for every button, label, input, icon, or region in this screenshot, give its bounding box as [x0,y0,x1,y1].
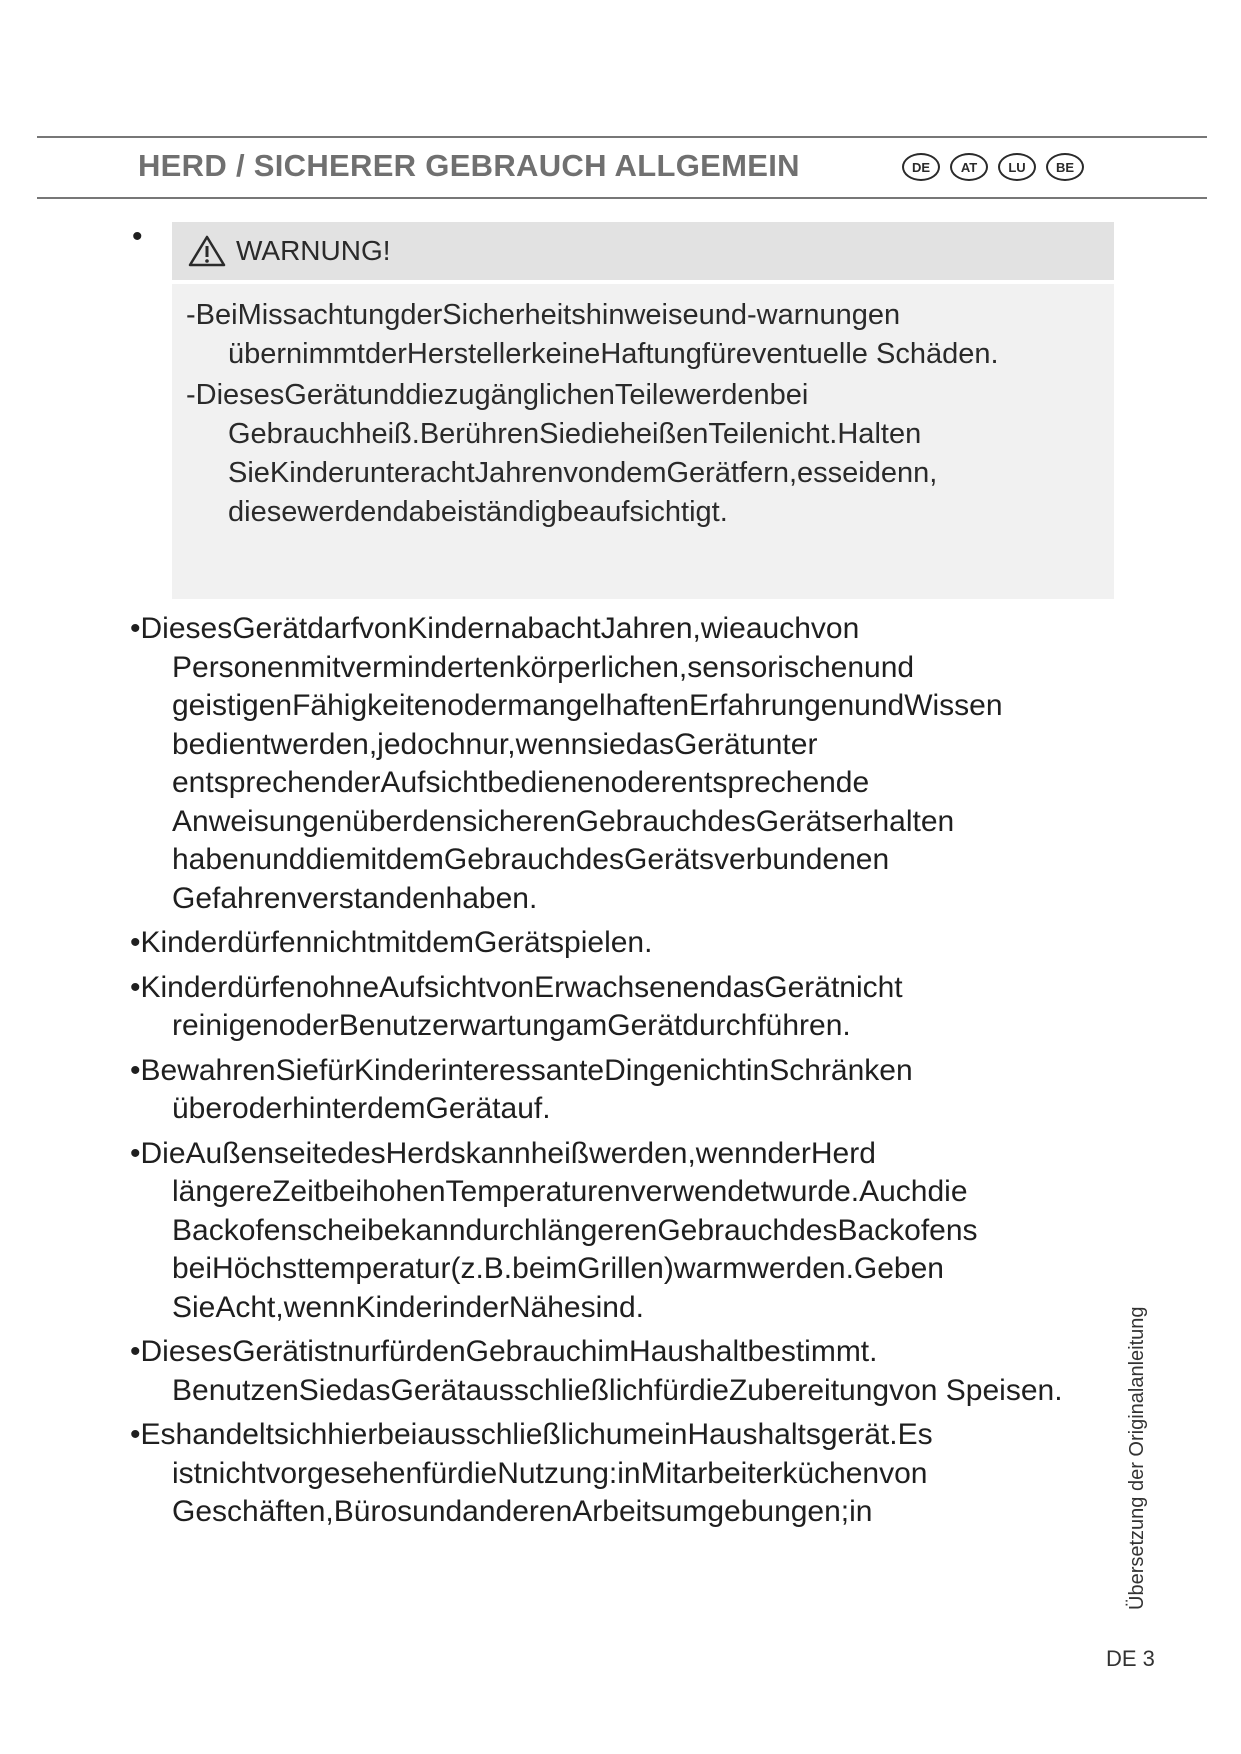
bullet-item: •DiesesGerätdarfvonKindernabachtJahren,wieauchvon Personenmitvermindertenkörperlichen,sensorischenund geistigenFähigkeitenodermangelhaftenErfahrungenundWissen bedientwerden,jedochnur,wennsiedasGerätunter entsprechenderAufsichtbedienenoderentsprechende AnweisungenüberdensicherenGebrauchdesGerätserhalten habenunddiemitdemGebrauchdesGerätsverbundenen Gefahrenverstandenhaben. [130,612,1003,915]
warning-header [172,222,1114,280]
warning-bullet: • [132,220,143,253]
warning-item: -BeiMissachtungderSicherheitshinweiseund-warnungen übernimmtderHerstellerkeineHaftungfüreventuelle Schäden. [186,299,999,370]
side-note: Übersetzung der Originalanleitung [1126,1306,1148,1610]
bullet-item: •KinderdürfennichtmitdemGerätspielen. [130,926,653,959]
bullet-item: •EshandeltsichhierbeiausschließlichumeinHaushaltsgerät.Es istnichtvorgesehenfürdieNutzung:inMitarbeiterküchenvon Geschäften,BürosundanderenArbeitsumgebungen;in [130,1418,933,1528]
bullet-item: •KinderdürfenohneAufsichtvonErwachsenendasGerätnicht reinigenoderBenutzerwartungamGerätdurchführen. [130,970,903,1042]
country-badge-be: BE [1046,153,1084,181]
page-number: DE 3 [1106,1646,1155,1671]
country-badge-at: AT [950,153,988,181]
header-bottom-rule [37,197,1207,199]
safety-bullet-list [130,610,1090,1538]
warning-title: WARNUNG! [236,235,391,266]
page-title: HERD / SICHERER GEBRAUCH ALLGEMEIN [138,148,800,183]
country-badge-de: DE [902,153,940,181]
bullet-item: •BewahrenSiefürKinderinteressanteDingenichtinSchränken überoderhinterdemGerätauf. [130,1053,913,1125]
bullet-item: •DieAußenseitedesHerdskannheißwerden,wennderHerd längereZeitbeihohenTemperaturenverwendetwurde.Auchdie BackofenscheibekanndurchlängerenGebrauchdesBackofens beiHöchsttemperatur(z.B.beimGrillen)warmwerden.Geben SieAcht,wennKinderinderNähesind. [130,1136,978,1324]
bullet-item: •DiesesGerätistnurfürdenGebrauchimHaushaltbestimmt. BenutzenSiedasGerätausschließlichfürdieZubereitungvon Speisen. [130,1335,1063,1407]
header-top-rule [37,136,1207,138]
warning-item: -DiesesGerätunddiezugänglichenTeilewerdenbei Gebrauchheiß.BerührenSiedieheißenTeilenicht.Halten SieKinderunterachtJahrenvondemGerätfern,esseidenn, diesewerdendabeiständigbeaufsichtigt. [186,379,938,528]
warning-body [172,284,1114,599]
country-badge-lu: LU [998,153,1036,181]
warning-triangle-icon [188,235,226,267]
country-badges [902,153,1084,181]
